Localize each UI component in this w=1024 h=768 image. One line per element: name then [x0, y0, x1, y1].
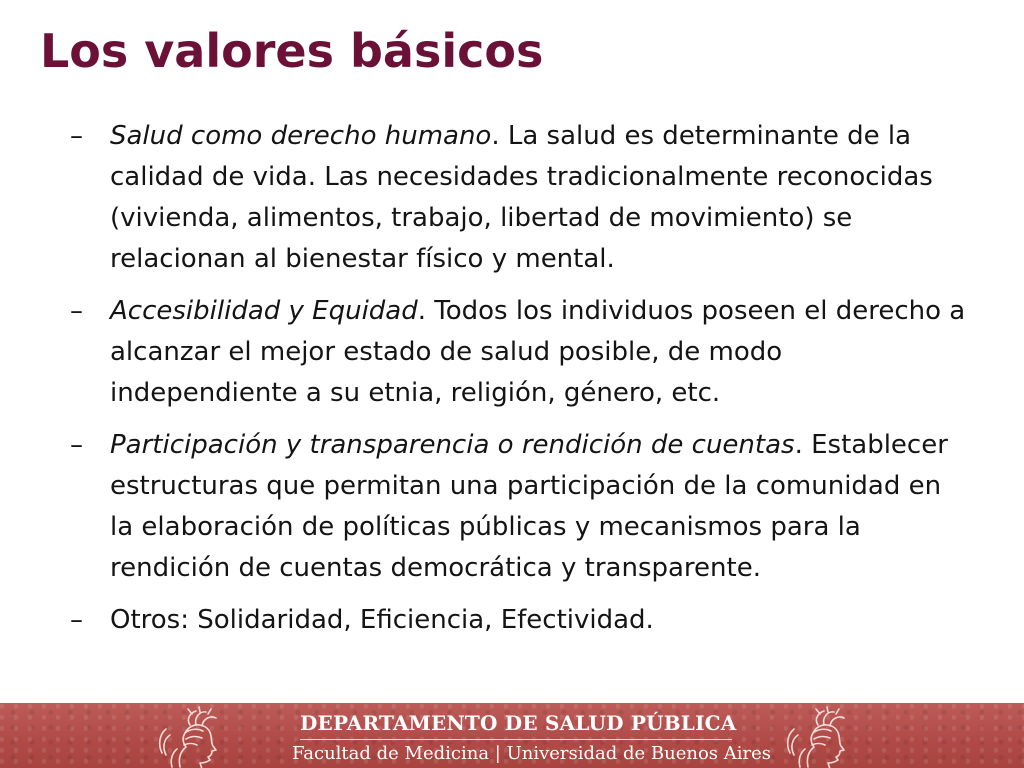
list-item — [70, 291, 970, 414]
bullet-text: . Establecer estructuras que permitan una participación de la comunidad en la elaboración de políticas públicas y mecanismos para la rendición de cuentas democrática y transparente. — [110, 430, 948, 583]
footer-divider — [300, 739, 732, 740]
minerva-profile-emblem-icon — [778, 705, 874, 768]
list-item — [70, 425, 970, 589]
bullet-text: . La salud es determinante de la calidad de vida. Las necesidades tradicionalmente reconocidas (vivienda, alimentos, trabajo, libertad de movimiento) se relacionan al bienestar físico y mental. — [110, 121, 933, 274]
bullet-text: Otros: Solidaridad, Eficiencia, Efectividad. — [110, 605, 654, 635]
bullet-list — [70, 116, 970, 652]
bullet-dash: – — [70, 605, 83, 635]
bullet-emphasis: Participación y transparencia o rendición de cuentas — [110, 430, 795, 460]
bullet-emphasis: Accesibilidad y Equidad — [110, 296, 418, 326]
bullet-emphasis: Salud como derecho humano — [110, 121, 492, 151]
list-item — [70, 600, 970, 641]
minerva-profile-emblem-icon — [150, 705, 246, 768]
bullet-dash: – — [70, 296, 83, 326]
list-item — [70, 116, 970, 280]
bullet-dash: – — [70, 121, 83, 151]
footer-banner — [0, 703, 1024, 768]
bullet-text: . Todos los individuos poseen el derecho a alcanzar el mejor estado de salud posible, de modo independiente a su etnia, religión, género, etc. — [110, 296, 966, 408]
slide-title: Los valores básicos — [40, 24, 544, 78]
bullet-dash: – — [70, 430, 83, 460]
footer-subtitle: Facultad de Medicina | Universidad de Buenos Aires — [292, 743, 772, 764]
footer-title: DEPARTAMENTO DE SALUD PÚBLICA — [300, 711, 737, 735]
